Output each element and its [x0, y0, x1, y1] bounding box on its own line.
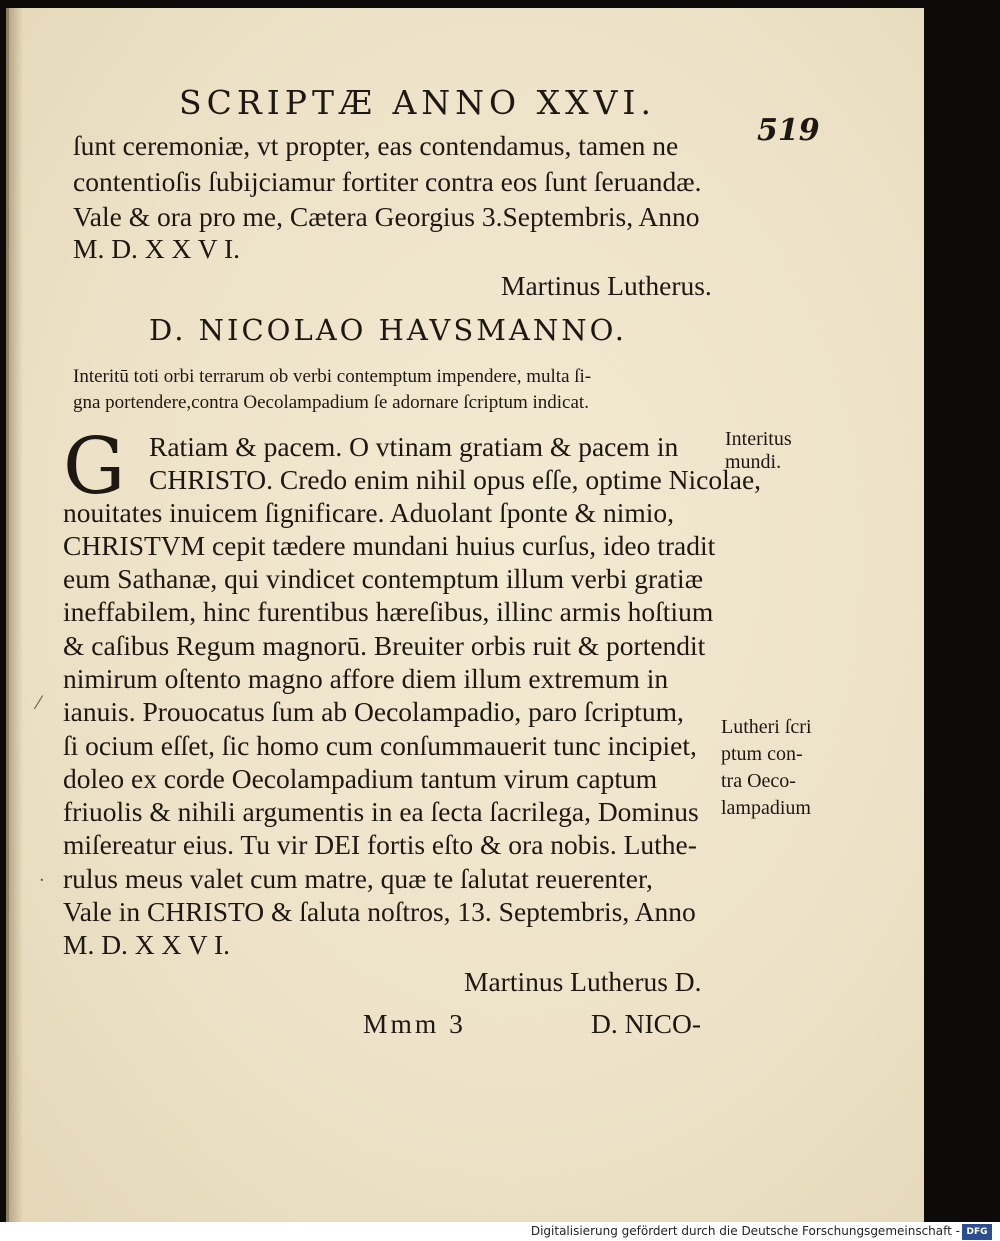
folio-number: 519	[757, 113, 820, 148]
signature: Martinus Lutherus.	[501, 270, 712, 301]
body-line: ſi ocium eſſet, ſic homo cum conſummauerit tunc incipiet,	[63, 730, 697, 761]
catchword: D. NICO-	[591, 1008, 701, 1039]
margin-note-line: mundi.	[725, 451, 782, 473]
signature-mark: Mmm 3	[363, 1008, 466, 1039]
body-line: miſereatur eius. Tu vir DEI fortis eſto & ora nobis. Luthe-	[63, 829, 697, 860]
book-page	[6, 8, 924, 1222]
margin-note-line: tra Oeco-	[721, 770, 796, 792]
text-line: M. D. X X V I.	[73, 233, 241, 264]
margin-note-line: ptum con-	[721, 743, 803, 765]
footer-credit: Digitalisierung gefördert durch die Deutsche Forschungsgemeinschaft -	[530, 1224, 960, 1238]
body-line: Ratiam & pacem. O vtinam gratiam & pacem in	[149, 431, 679, 462]
margin-note-interitus	[725, 428, 792, 474]
signature: Martinus Lutherus D.	[464, 966, 702, 997]
body-line: friuolis & nihili argumentis in ea ſecta ſacrilega, Dominus	[63, 796, 699, 827]
summary-line: Interitū toti orbi terrarum ob verbi contemptum impendere, multa ſi-	[73, 366, 592, 387]
ink-speck: ·	[39, 870, 45, 891]
dfg-logo-icon: DFG	[962, 1224, 992, 1240]
body-line: Vale in CHRISTO & ſaluta noſtros, 13. Septembris, Anno	[63, 896, 696, 927]
margin-note-line: Interitus	[725, 428, 792, 450]
body-line: CHRISTVM cepit tædere mundani huius curſus, ideo tradit	[63, 530, 716, 561]
body-line: M. D. X X V I.	[63, 929, 231, 960]
body-line: nouitates inuicem ſignificare. Aduolant ſponte & nimio,	[63, 497, 674, 528]
text-line: ſunt ceremoniæ, vt propter, eas contendamus, tamen ne	[73, 130, 679, 161]
text-line: contentioſis ſubijciamur fortiter contra eos ſunt ſeruandæ.	[73, 166, 702, 197]
running-head: SCRIPTÆ ANNO XXVI.	[179, 83, 656, 122]
body-line: eum Sathanæ, qui vindicet contemptum illum verbi gratiæ	[63, 563, 704, 594]
body-line: nimirum oſtento magno affore diem illum extremum in	[63, 663, 669, 694]
drop-cap: G	[63, 422, 126, 512]
summary-line: gna portendere,contra Oecolampadium ſe adornare ſcriptum indicat.	[73, 392, 589, 413]
margin-note-lutheri	[721, 714, 812, 822]
body-line: doleo ex corde Oecolampadium tantum virum captum	[63, 763, 658, 794]
body-line: ineffabilem, hinc furentibus hæreſibus, illinc armis hoſtium	[63, 596, 714, 627]
margin-note-line: Lutheri ſcri	[721, 716, 812, 738]
text-line: Vale & ora pro me, Cætera Georgius 3.Septembris, Anno	[73, 201, 700, 232]
body-line: rulus meus valet cum matre, quæ te ſalutat reuerenter,	[63, 863, 653, 894]
page-binding-shadow	[9, 8, 23, 1222]
body-line: ianuis. Prouocatus ſum ab Oecolampadio, paro ſcriptum,	[63, 696, 684, 727]
ink-speck: ⁄	[37, 693, 41, 714]
letter-title: D. NICOLAO HAVSMANNO.	[149, 313, 627, 347]
body-line: CHRISTO. Credo enim nihil opus eſſe, optime Nicolae,	[149, 464, 762, 495]
body-line: & caſibus Regum magnorū. Breuiter orbis ruit & portendit	[63, 630, 706, 661]
margin-note-line: lampadium	[721, 797, 811, 819]
